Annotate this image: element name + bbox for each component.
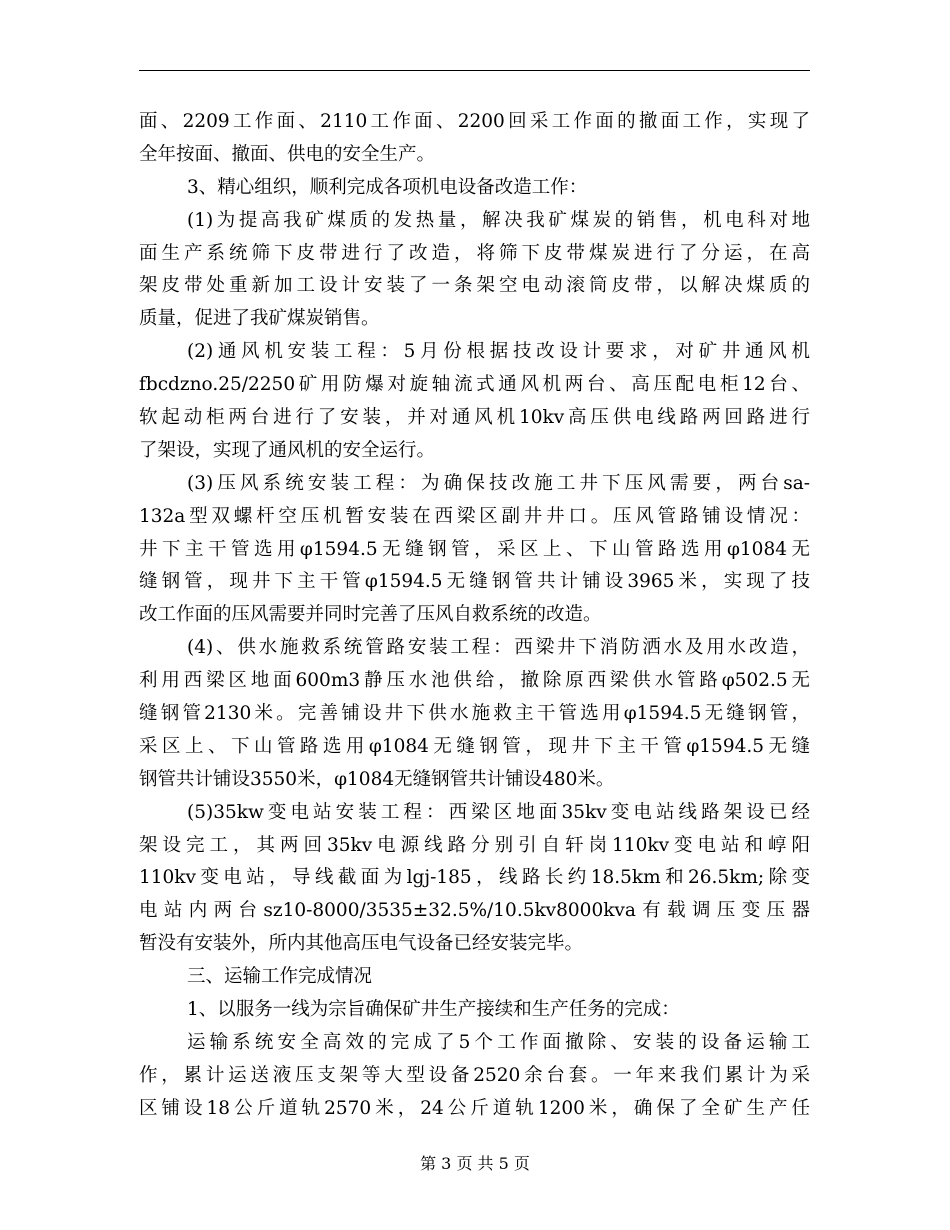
text-line: (2)通风机安装工程：5月份根据技改设计要求，对矿井通风机: [187, 341, 810, 363]
text-line: 了架设，实现了通风机的安全运行。: [139, 439, 436, 461]
text-line: 井下主干管选用φ1594.5无缝钢管，采区上、下山管路选用φ1084无: [139, 538, 810, 560]
page-footer: 第 3 页 共 5 页: [420, 1154, 530, 1173]
text-line: 电站内两台sz10-8000/3535±32.5%/10.5kv8000kva有载调压变压器: [139, 900, 810, 922]
header-rule: [139, 70, 810, 71]
text-line: 缝钢管，现井下主干管φ1594.5无缝钢管共计铺设3965米，实现了技: [139, 571, 810, 593]
text-line: (4)、供水施救系统管路安装工程：西梁井下消防洒水及用水改造，: [187, 637, 810, 659]
text-line: 缝钢管2130米。完善铺设井下供水施救主干管选用φ1594.5无缝钢管，: [139, 703, 810, 725]
text-line: 132a型双螺杆空压机暂安装在西梁区副井井口。压风管路铺设情况：: [139, 505, 810, 527]
text-line: 运输系统安全高效的完成了5个工作面撤除、安装的设备运输工: [187, 1031, 810, 1053]
text-line: 改工作面的压风需要并同时完善了压风自救系统的改造。: [139, 604, 602, 626]
text-line: fbcdzno.25/2250矿用防爆对旋轴流式通风机两台、高压配电柜12台、: [139, 374, 810, 396]
text-line: 110kv变电站，导线截面为lgj-185，线路长约18.5km和26.5km;除变: [139, 867, 810, 889]
text-line: (3)压风系统安装工程：为确保技改施工井下压风需要，两台sa-: [187, 472, 810, 494]
text-line: 区铺设18公斤道轨2570米，24公斤道轨1200米，确保了全矿生产任: [139, 1097, 810, 1119]
text-line: 利用西梁区地面600m3静压水池供给，撤除原西梁供水管路φ502.5无: [139, 670, 810, 692]
text-line: 架皮带处重新加工设计安装了一条架空电动滚筒皮带，以解决煤质的: [139, 275, 810, 297]
document-body: [139, 106, 810, 1126]
text-line: 全年按面、撤面、供电的安全生产。: [139, 143, 436, 165]
text-line: 作，累计运送液压支架等大型设备2520余台套。一年来我们累计为采: [139, 1064, 810, 1086]
text-line: 钢管共计铺设3550米，φ1084无缝钢管共计铺设480米。: [139, 768, 615, 790]
text-line: 3、精心组织，顺利完成各项机电设备改造工作：: [187, 176, 588, 198]
text-line: 面、2209工作面、2110工作面、2200回采工作面的撤面工作，实现了: [139, 111, 810, 132]
text-line: 面生产系统筛下皮带进行了改造，将筛下皮带煤炭进行了分运，在高: [139, 242, 810, 264]
text-line: 采区上、下山管路选用φ1084无缝钢管，现井下主干管φ1594.5无缝: [139, 735, 810, 757]
text-line: 质量，促进了我矿煤炭销售。: [139, 308, 380, 330]
text-line: 1、以服务一线为宗旨确保矿井生产接续和生产任务的完成：: [187, 999, 680, 1021]
text-line: 三、运输工作完成情况: [187, 966, 373, 988]
text-line: 暂没有安装外，所内其他高压电气设备已经安装完毕。: [139, 933, 584, 955]
text-line: 软起动柜两台进行了安装，并对通风机10kv高压供电线路两回路进行: [139, 407, 810, 429]
text-line: 架设完工，其两回35kv电源线路分别引自轩岗110kv变电站和崞阳: [139, 834, 810, 856]
text-line: (1)为提高我矿煤质的发热量，解决我矿煤炭的销售，机电科对地: [187, 209, 810, 231]
text-line: (5)35kw变电站安装工程：西梁区地面35kv变电站线路架设已经: [187, 801, 810, 823]
